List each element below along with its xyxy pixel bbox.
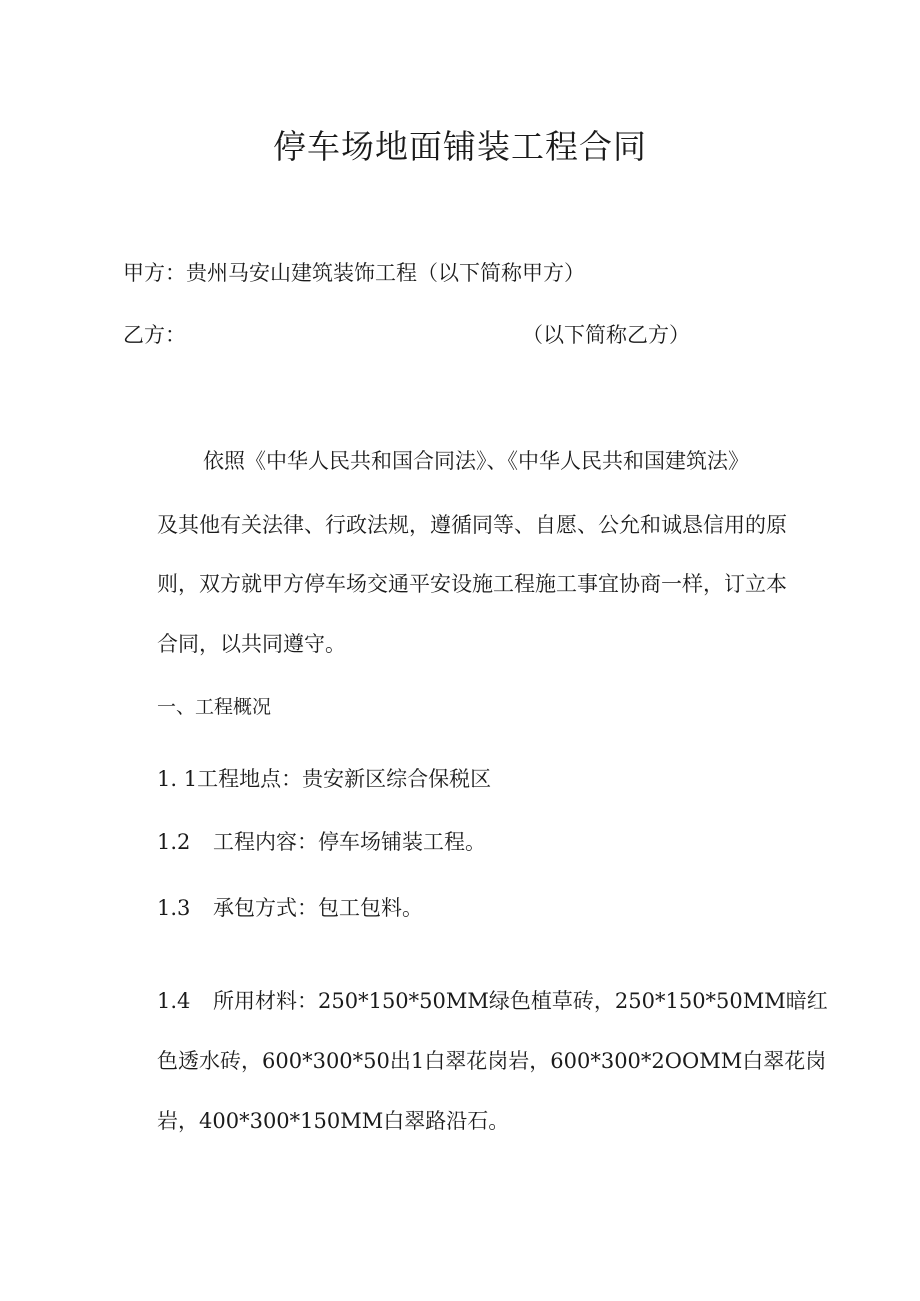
item-1-3-number: 1.3 bbox=[157, 896, 191, 920]
party-a-line: 甲方：贵州马安山建筑装饰工程（以下简称甲方） bbox=[123, 261, 585, 285]
intro-line-4: 合同，以共同遵守。 bbox=[157, 632, 346, 656]
document-title: 停车场地面铺装工程合同 bbox=[273, 127, 647, 166]
item-1-4-number: 1.4 bbox=[157, 989, 191, 1013]
party-b-label: 乙方： bbox=[123, 323, 186, 347]
item-1-1-number: 1. 1 bbox=[157, 767, 198, 791]
item-1-4 bbox=[157, 991, 828, 1012]
item-1-1 bbox=[157, 769, 491, 790]
intro-line-1: 依照《中华人民共和国合同法》、《中华人民共和国建筑法》 bbox=[203, 449, 749, 473]
item-1-4-text: 所用材料：250*150*50MM绿色植草砖，250*150*50MM暗红 bbox=[213, 989, 828, 1013]
section-1-heading: 一、工程概况 bbox=[157, 696, 272, 718]
item-1-3-text: 承包方式：包工包料。 bbox=[213, 896, 423, 920]
item-1-4-cont-2: 岩，400*300*150MM白翠路沿石。 bbox=[157, 1109, 510, 1133]
intro-line-2: 及其他有关法律、行政法规，遵循同等、自愿、公允和诚恳信用的原 bbox=[157, 513, 787, 537]
item-1-4-cont-1: 色透水砖，600*300*50出1白翠花岗岩，600*300*2OOMM白翠花岗 bbox=[157, 1049, 827, 1073]
item-1-3 bbox=[157, 898, 423, 919]
item-1-2 bbox=[157, 832, 486, 853]
party-b-suffix: （以下简称乙方） bbox=[522, 323, 690, 347]
item-1-2-number: 1.2 bbox=[157, 830, 191, 854]
item-1-1-text: 工程地点：贵安新区综合保税区 bbox=[197, 767, 492, 791]
item-1-2-text: 工程内容：停车场铺装工程。 bbox=[213, 830, 486, 854]
intro-line-3: 则，双方就甲方停车场交通平安设施工程施工事宜协商一样，订立本 bbox=[157, 572, 787, 596]
